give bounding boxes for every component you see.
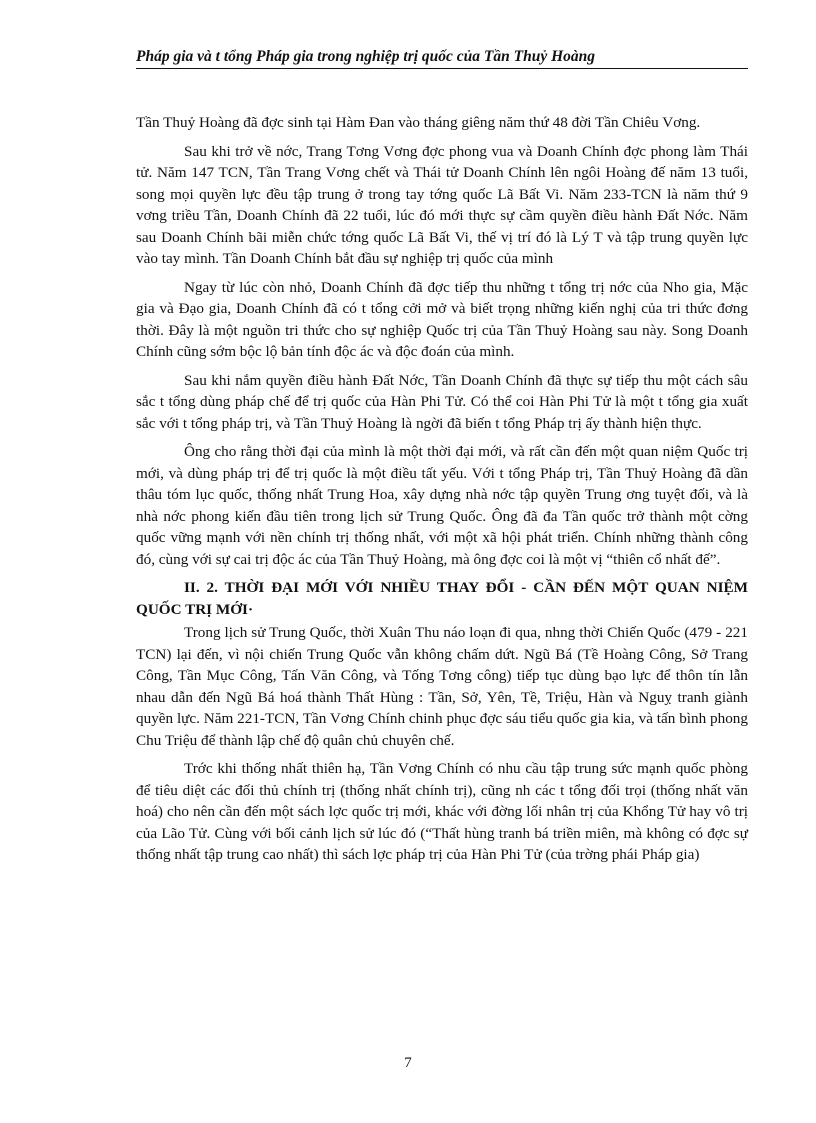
section-heading: II. 2. THỜI ĐẠI MỚI VỚI NHIỀU THAY ĐỔI - CẦN ĐẾN MỘT QUAN NIỆM QUỐC TRỊ MỚI·: [136, 579, 748, 618]
paragraph-7: Trớc khi thống nhất thiên hạ, Tần Vơng Chính có nhu cầu tập trung sức mạnh quốc phòng để tiêu diệt các đối thủ chính trị (thống nhất chính trị), cũng nh các t tổng đối trọi (thống nhất văn hoá) cho nên cần đến một sách lợc quốc trị mới, khác với đờng lối nhân trị của Khổng Tử hay vô trị của Lão Tử. Cùng với bối cảnh lịch sử lúc đó (“Thất hùng tranh bá triền miên, mà không có đợc sự thống nhất tập trung cao nhất) thì sách lợc pháp trị của Hàn Phi Tử (của trờng phái Pháp gia): [136, 760, 748, 863]
paragraph-5: Ông cho rằng thời đại của mình là một thời đại mới, và rất cần đến một quan niệm Quốc trị mới, và dùng pháp trị để trị quốc là một điều tất yếu. Với t tổng Pháp trị, Tần Thuỷ Hoàng đã dần thâu tóm lục quốc, thống nhất Trung Hoa, xây dựng nhà nớc tập quyền Trung ơng tuyệt đối, và là nhà nớc phong kiến đầu tiên trong lịch sử Trung Quốc. Ông đã đa Tần quốc trở thành một cờng quốc vững mạnh với nền chính trị thống nhất, với một xã hội phát triển. Chính những thành công đó, cùng với sự cai trị độc ác của Tần Thuỷ Hoàng, mà ông đợc coi là một vị “thiên cổ nhất đế”.: [136, 443, 748, 568]
page-number: 7: [404, 1055, 412, 1071]
paragraph-1: Tần Thuỷ Hoàng đã đợc sinh tại Hàm Đan vào tháng giêng năm thứ 48 đời Tần Chiêu Vơng.: [136, 114, 701, 131]
paragraph-3: Ngay từ lúc còn nhỏ, Doanh Chính đã đợc tiếp thu những t tổng trị nớc của Nho gia, Mặc gia và Đạo gia, Doanh Chính đã có t tổng cởi mở và biết trọng những kiến nghị của tri thức đơng thời. Đây là một nguồn tri thức cho sự nghiệp Quốc trị của Tần Thuỷ Hoàng sau này. Song Doanh Chính cũng sớm bộc lộ bản tính độc ác và độc đoán của mình.: [136, 278, 748, 360]
running-header: Pháp gia và t tổng Pháp gia trong nghiệp trị quốc của Tần Thuỷ Hoàng: [136, 48, 748, 69]
paragraph-4: Sau khi nắm quyền điều hành Đất Nớc, Tần Doanh Chính đã thực sự tiếp thu một cách sâu sắc t tổng dùng pháp chế để trị quốc của Hàn Phi Tử. Có thể coi Hàn Phi Tử là một t tổng gia xuất sắc với t tổng pháp trị, và Tần Thuỷ Hoàng là ngời đã biến t tổng Pháp trị ấy thành hiện thực.: [136, 371, 748, 432]
paragraph-2: Sau khi trở về nớc, Trang Tơng Vơng đợc phong vua và Doanh Chính đợc phong làm Thái tử. Năm 147 TCN, Tần Trang Vơng chết và Thái tử Doanh Chính lên ngôi Hoàng đế năm 13 tuổi, song mọi quyền lực đều tập trung ở trong tay tớng quốc Lã Bất Vi. Năm 233-TCN là năm thứ 9 vơng triều Tần, Doanh Chính đã 22 tuổi, lúc đó mới thực sự cầm quyền điều hành Đất Nớc. Năm sau Doanh Chính bãi miễn chức tớng quốc Lã Bất Vi, thế vị trí đó là Lý T và tập trung quyền lực vào tay mình. Tần Doanh Chính bắt đầu sự nghiệp trị quốc của mình: [136, 142, 748, 267]
body-text: [136, 112, 748, 873]
paragraph-6: Trong lịch sử Trung Quốc, thời Xuân Thu náo loạn đi qua, nhng thời Chiến Quốc (479 - 221 TCN) lại đến, vì nội chiến Trung Quốc vẫn không chấm dứt. Ngũ Bá (Tề Hoàng Công, Sở Trang Công, Tần Mục Công, Tấn Văn Công, và Tống Tơng công) tiếp tục dùng bạo lực để thôn tín lẫn nhau dẫn đến Ngũ Bá hoá thành Thất Hùng : Tần, Sở, Yên, Tề, Triệu, Hàn và Nguỵ tranh giành quyền lực. Năm 221-TCN, Tần Vơng Chính chinh phục đợc sáu tiểu quốc gia kia, và tấn bình phong Chu Triệu để thành lập chế độ quân chủ chuyên chế.: [136, 624, 748, 749]
